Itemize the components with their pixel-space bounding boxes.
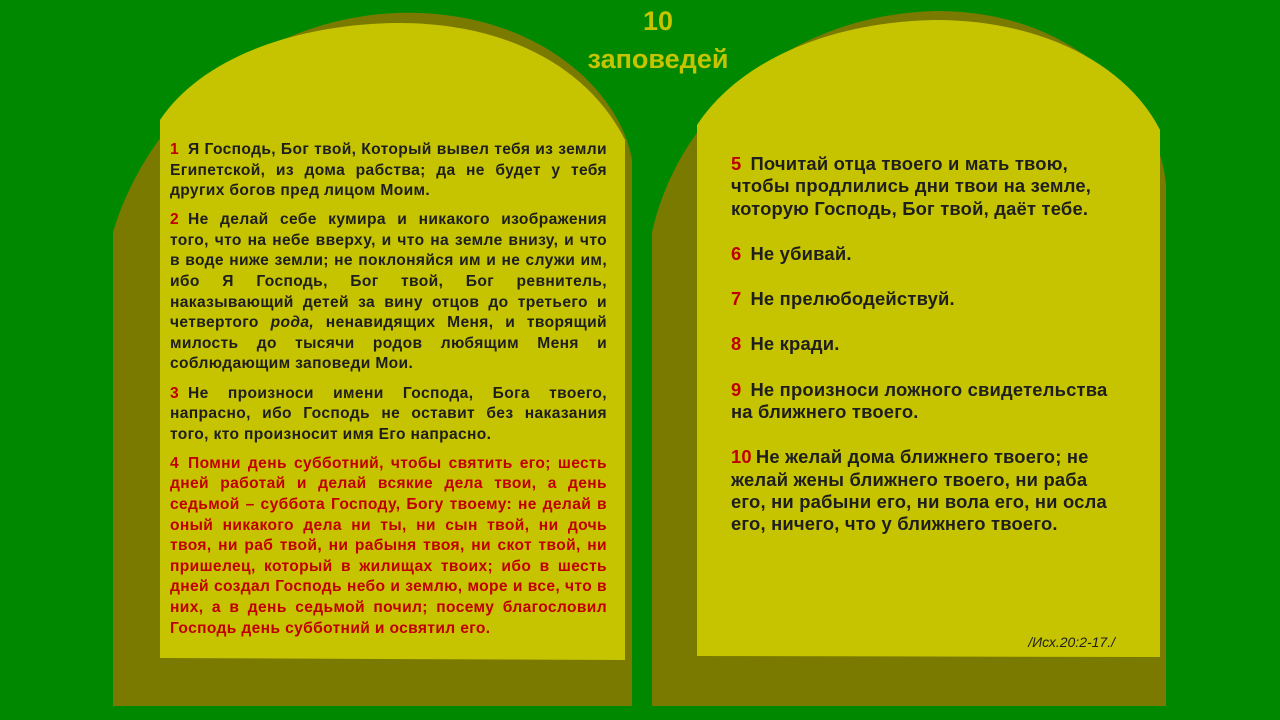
title-number: 10 [642, 6, 674, 36]
commandment-8 [731, 333, 1121, 355]
commandment-7 [731, 288, 1121, 310]
commandment-5 [731, 153, 1121, 220]
commandment-number: 9 [731, 378, 742, 400]
title-word: заповедей [587, 44, 729, 74]
right-tablet-text [731, 153, 1121, 559]
commandment-6 [731, 243, 1121, 265]
commandment-number: 4 [170, 454, 180, 472]
commandment-3 [170, 384, 607, 446]
commandment-number: 7 [731, 288, 742, 310]
scripture-reference: /Исх.20:2-17./ [1028, 634, 1115, 650]
commandment-4 [170, 454, 607, 639]
commandment-number: 3 [170, 384, 180, 402]
commandment-text: Не произноси имени Господа, Бога твоего, напрасно, ибо Господь не оставит без наказания того, кто произносит имя Его напрасно. [170, 384, 607, 443]
commandment-text: Почитай отца твоего и мать твою, чтобы продлились дни твои на земле, которую Господь, Бог твой, даёт тебе. [731, 153, 1092, 219]
commandment-text: Не кради. [750, 333, 840, 355]
commandment-number: 6 [731, 242, 742, 264]
commandment-2 [170, 210, 607, 375]
commandment-text: Я Господь, Бог твой, Который вывел тебя из земли Египетской, из дома рабства; да не будет у тебя других богов пред лицом Моим. [170, 141, 607, 200]
commandment-text: Не произноси ложного свидетельства на ближнего твоего. [731, 378, 1108, 423]
commandment-text: Не делай себе кумира и никакого изображения того, что на небе вверху, и что на земле внизу, и что в воде ниже земли; не поклоняйся им и не служи им, ибо Я Господь, Бог твой, Бог ревнитель, наказывающий детей за вину отцов до третьего и четвертого [170, 211, 607, 332]
commandment-text-italic: рода, [270, 314, 315, 332]
commandment-number: 5 [731, 153, 742, 174]
commandment-text: Помни день субботний, чтобы святить его; шесть дней работай и делай всякие дела твои, а день седьмой – суббота Господу, Богу твоему: не делай в оный никакого дела ни ты, ни сын твой, ни дочь твоя, ни раб твой, ни рабыня твоя, ни скот твой, ни пришелец, который в жилищах твоих; ибо в шесть дней создал Господь небо и землю, море и все, что в них, а в день седьмой почил; посему благословил Господь день субботний и освятил его. [170, 454, 607, 637]
commandment-10 [731, 446, 1121, 535]
commandment-number: 8 [731, 333, 742, 355]
commandment-text: ненавидящих Меня, и творящий милость до тысячи родов любящим Меня и соблюдающим заповеди Мои. [170, 314, 607, 373]
commandment-1 [170, 140, 607, 202]
commandment-number: 1 [170, 141, 180, 158]
commandment-number: 2 [170, 211, 180, 229]
commandment-text: Не убивай. [750, 242, 852, 264]
commandment-9 [731, 379, 1121, 424]
left-tablet-text [170, 140, 607, 648]
commandment-text: Не желай дома ближнего твоего; не желай жены ближнего твоего, ни раба его, ни рабыни его, ни вола его, ни осла его, ничего, что у ближнего твоего. [731, 446, 1107, 535]
commandment-text: Не прелюбодействуй. [750, 288, 955, 310]
commandment-number: 10 [731, 446, 752, 468]
